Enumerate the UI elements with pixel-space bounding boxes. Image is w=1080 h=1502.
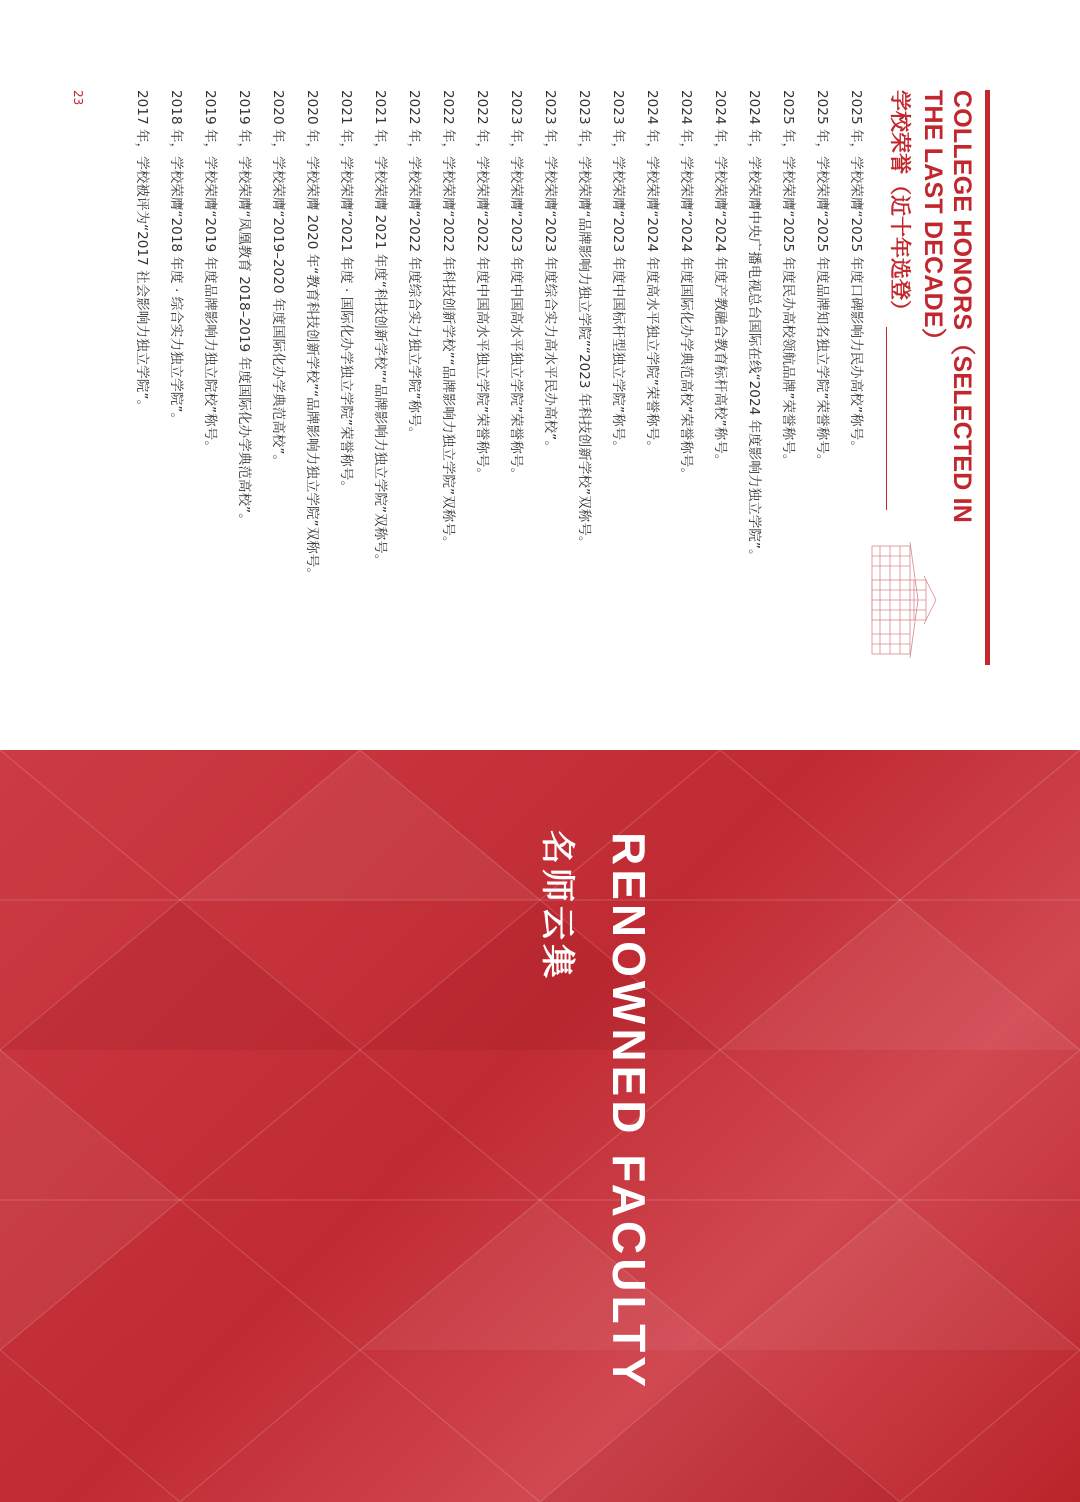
honors-list — [125, 90, 873, 670]
honor-item: 2022 年，学校荣膺“2022 年度中国高水平独立学院”荣誉称号。 — [474, 90, 490, 481]
honor-item: 2025 年，学校荣膺“2025 年度口碑影响力民办高校”称号。 — [848, 90, 864, 454]
honor-item: 2023 年，学校荣膺“2023 年度中国标杆型独立学院”称号。 — [610, 90, 626, 454]
honor-item: 2025 年，学校荣膺“2025 年度品牌知名独立学院”荣誉称号。 — [814, 90, 830, 468]
honor-item: 2023 年，学校荣膺“2023 年度综合实力高水平民办高校”。 — [542, 90, 558, 454]
honor-item: 2017 年，学校被评为“2017 社会影响力独立学院”。 — [134, 90, 150, 414]
honor-item: 2023 年，学校荣膺“2023 年度中国高水平独立学院”荣誉称号。 — [508, 90, 524, 481]
honor-item: 2019 年，学校荣膺“2019 年度品牌影响力独立院校”称号。 — [202, 90, 218, 454]
honor-item: 2024 年，学校荣膺“2024 年度产教融合教育标杆高校”称号。 — [712, 90, 728, 468]
honor-item: 2022 年，学校荣膺“2022 年度综合实力独立学院”称号。 — [406, 90, 422, 441]
honor-item: 2025 年，学校荣膺“2025 年度民办高校领航品牌”荣誉称号。 — [780, 90, 796, 468]
top-red-rule — [985, 90, 990, 665]
honor-item: 2020 年，学校荣膺 2020 年“教育科技创新学校”“品牌影响力独立学院”双称号。 — [304, 90, 320, 581]
campus-building-illustration — [868, 540, 940, 660]
faculty-title-cn: 名师云集 — [537, 830, 577, 982]
honor-item: 2021 年，学校荣膺“2021 年度 · 国际化办学独立学院”荣誉称号。 — [338, 90, 354, 494]
honor-item: 2021 年，学校荣膺 2021 年度“科技创新学校”“品牌影响力独立学院”双称号。 — [372, 90, 388, 568]
honor-item: 2019 年，学校荣膺“凤凰教育 2018–2019 年度国际化办学典范高校”。 — [236, 90, 252, 527]
honors-title-en: COLLEGE HONORS（SELECTED IN THE LAST DECADE） — [919, 90, 976, 524]
faculty-title-en: RENOWNED FACULTY — [603, 832, 655, 1391]
honor-item: 2023 年，学校荣膺“品牌影响力独立学院”“2023 年科技创新学校”双称号。 — [576, 90, 592, 550]
honors-rotated-panel — [60, 90, 990, 670]
honor-item: 2024 年，学校荣膺“2024 年度国际化办学典范高校”荣誉称号。 — [678, 90, 694, 481]
honors-title-cn: 学校荣誉（近十年选登） — [885, 90, 915, 327]
honor-item: 2024 年，学校荣膺“2024 年度高水平独立学院”荣誉称号。 — [644, 90, 660, 454]
honor-item: 2020 年，学校荣膺“2019–2020 年度国际化办学典范高校”。 — [270, 90, 286, 468]
honor-item: 2018 年，学校荣膺“2018 年度 · 综合实力独立学院”。 — [168, 90, 184, 426]
honor-item: 2024 年，学校荣膺中央广播电视总台国际在线“2024 年度影响力独立学院”。 — [746, 90, 762, 563]
honor-item: 2022 年，学校荣膺“2022 年科技创新学校”“品牌影响力独立学院”双称号。 — [440, 90, 456, 550]
page-number: 23 — [71, 90, 85, 106]
honors-section — [0, 0, 1080, 750]
